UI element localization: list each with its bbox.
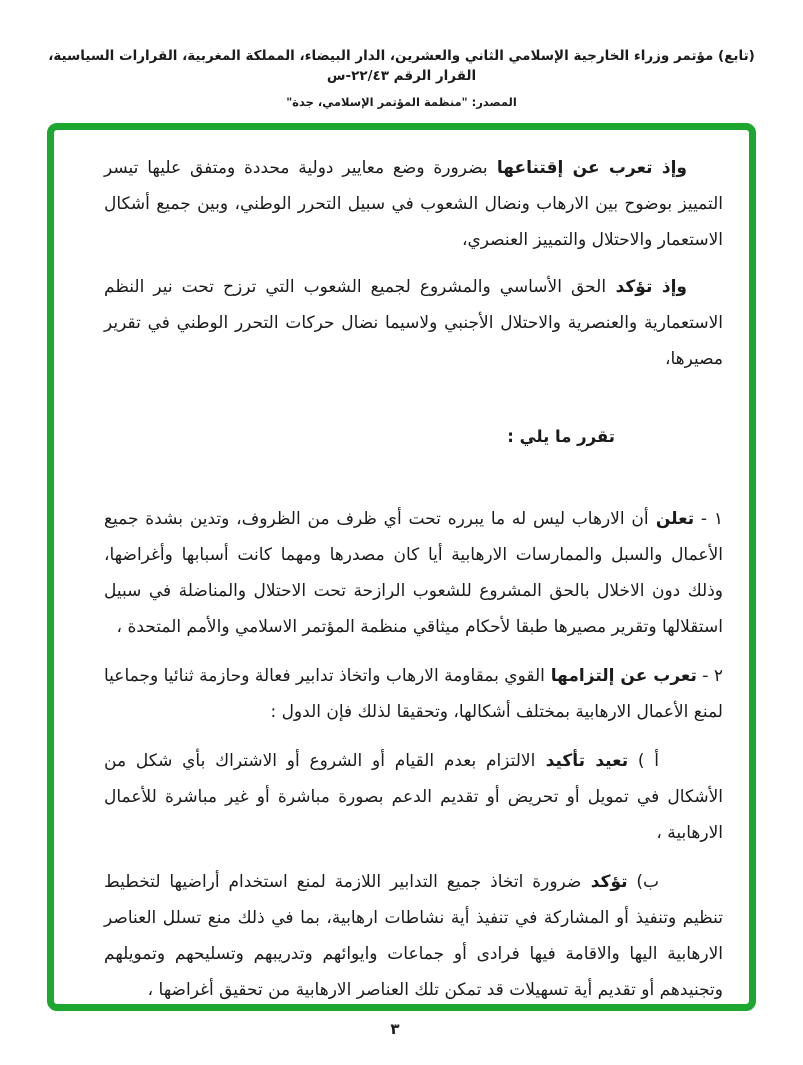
sub-item-a-marker: أ ) bbox=[628, 751, 659, 771]
list-item-1-lead: تعلن bbox=[648, 509, 695, 529]
list-item-1 bbox=[104, 501, 723, 645]
preamble-paragraph-1 bbox=[104, 150, 723, 258]
green-border-frame bbox=[47, 123, 756, 1011]
preamble-2-lead: وإذ تؤكد bbox=[606, 277, 687, 297]
preamble-paragraph-2 bbox=[104, 269, 723, 377]
page-number: ٣ bbox=[390, 1020, 400, 1038]
list-item-2-number: ٢ - bbox=[696, 666, 723, 686]
sub-item-b-text: ضرورة اتخاذ جميع التدابير اللازمة لمنع استخدام أراضيها لتخطيط تنظيم وتنفيذ أو المشاركة في تنفيذ أية نشاطات ارهابية، بما في ذلك منع تسلل العناصر الارهابية اليها والاقامة فيها فرادى أو جماعات وايوائهم وتدريبهم وتسليحهم وتمويلهم وتجنيدهم أو تقديم أية تسهيلات قد تمكن تلك العناصر الارهابية من تحقيق أغراضها ، bbox=[104, 872, 723, 1000]
document-body bbox=[104, 150, 723, 1021]
list-item-2-text: القوي بمقاومة الارهاب واتخاذ تدابير فعالة وحازمة ثنائيا وجماعيا لمنع الأعمال الارهابية بمختلف أشكالها، وتحقيقا لذلك فإن الدول : bbox=[104, 666, 723, 722]
sub-item-a bbox=[104, 743, 723, 851]
list-item-2-lead: تعرب عن إلتزامها bbox=[544, 666, 697, 686]
sub-item-a-text: الالتزام بعدم القيام أو الشروع أو الاشتراك بأي شكل من الأشكال في تمويل أو تحريض أو تقديم الدعم بصورة مباشرة أو غير مباشرة للأعمال الارهابية ، bbox=[104, 751, 723, 843]
document-header bbox=[0, 46, 803, 109]
decides-heading: تقرر ما يلي : bbox=[507, 427, 615, 446]
sub-item-b-marker: ب) bbox=[627, 872, 660, 892]
header-citation-line: (تابع) مؤتمر وزراء الخارجية الإسلامي الثاني والعشرين، الدار البيضاء، المملكة المغربية، القرارات السياسية، القرار الرقم ٢٢/٤٣-س bbox=[48, 48, 755, 84]
preamble-2-text: الحق الأساسي والمشروع لجميع الشعوب التي ترزح تحت نير النظم الاستعمارية والعنصرية والاحتلال الأجنبي ولاسيما نضال حركات التحرر الوطني في تقرير مصيرها، bbox=[104, 277, 723, 369]
sub-item-a-lead: تعيد تأكيد bbox=[535, 751, 629, 771]
preamble-1-lead: وإذ تعرب عن إقتناعها bbox=[487, 158, 688, 178]
preamble-1-text: بضرورة وضع معايير دولية محددة ومتفق عليها تيسر التمييز بوضوح بين الارهاب ونضال الشعوب في سبيل التحرر الوطني، وبين جميع أشكال الاستعمار والاحتلال والتمييز العنصري، bbox=[104, 158, 723, 250]
sub-item-b-lead: تؤكد bbox=[581, 872, 628, 892]
list-item-1-text: أن الارهاب ليس له ما يبرره تحت أي ظرف من الظروف، وتدين بشدة جميع الأعمال والسبل والممارسات الارهابية أيا كان مصدرها ومهما كانت أسبابها وأغراضها، وذلك دون الاخلال بالحق المشروع للشعوب الرازحة تحت الاحتلال والمناضلة في سبيل استقلالها وتقرير مصيرها طبقا لأحكام ميثاقي منظمة المؤتمر الاسلامي والأمم المتحدة ، bbox=[104, 509, 723, 637]
sub-item-b bbox=[104, 864, 723, 1008]
list-item-2 bbox=[104, 658, 723, 730]
header-source-line: المصدر: "منظمة المؤتمر الإسلامي، جدة" bbox=[286, 95, 517, 109]
list-item-1-number: ١ - bbox=[694, 509, 723, 529]
